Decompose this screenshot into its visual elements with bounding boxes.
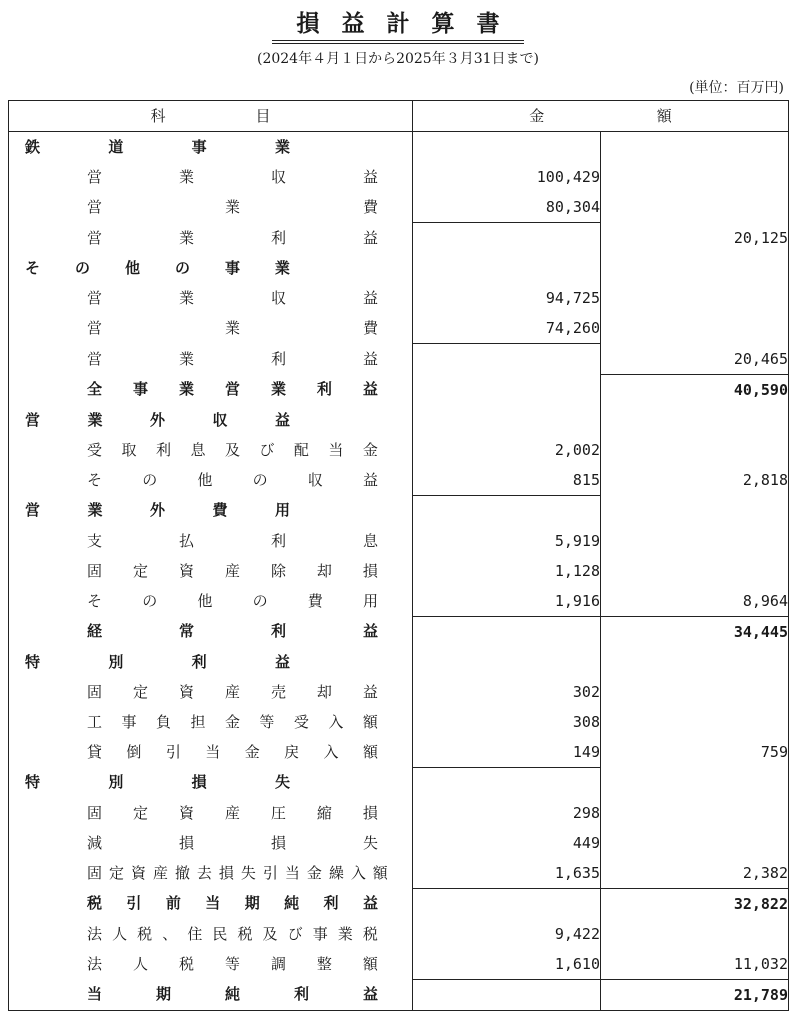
- row-amount: [413, 223, 601, 254]
- row-label: 支 払 利 息: [87, 531, 378, 550]
- unit-label: (単位：百万円): [689, 80, 784, 96]
- row-amount: 2,002: [413, 435, 601, 465]
- row-amount: [413, 405, 601, 435]
- row-amount: 80,304: [413, 192, 601, 223]
- row-label: 全 事 業 営 業 利 益: [87, 380, 378, 399]
- row-label: 受 取 利 息 及 び 配 当 金: [87, 440, 378, 459]
- row-total: 21,789: [601, 979, 789, 1010]
- row-amount: [413, 253, 601, 283]
- subject-column-header: 科 目: [9, 101, 413, 132]
- row-total: 20,465: [601, 344, 789, 375]
- row-label: 営 業 利 益: [87, 228, 378, 247]
- table-header-row: [9, 101, 789, 132]
- table-row: [9, 586, 789, 617]
- row-amount: [413, 767, 601, 798]
- table-row: [9, 737, 789, 768]
- row-label-cell: [9, 253, 413, 283]
- table-row: [9, 556, 789, 586]
- table-row: [9, 526, 789, 556]
- row-total: [601, 919, 789, 949]
- row-amount: 815: [413, 465, 601, 496]
- row-label: 法 人 税 等 調 整 額: [87, 954, 378, 973]
- row-label-cell: [9, 798, 413, 828]
- table-row: [9, 707, 789, 737]
- row-label: 貸 倒 引 当 金 戻 入 額: [87, 742, 378, 761]
- row-amount: 302: [413, 677, 601, 707]
- row-total: [601, 707, 789, 737]
- table-row: [9, 616, 789, 647]
- row-label: 税 引 前 当 期 純 利 益: [87, 894, 378, 913]
- row-amount: 1,635: [413, 858, 601, 889]
- row-total: [601, 556, 789, 586]
- row-label-cell: [9, 888, 413, 919]
- amount-header-char-2: 額: [656, 107, 672, 125]
- row-label: 減 損 損 失: [87, 833, 378, 852]
- row-label: 当 期 純 利 益: [87, 985, 378, 1004]
- row-amount: 1,610: [413, 949, 601, 980]
- table-row: [9, 405, 789, 435]
- table-row: [9, 647, 789, 677]
- row-amount: 94,725: [413, 283, 601, 313]
- row-total: 40,590: [601, 374, 789, 405]
- row-amount: [413, 647, 601, 677]
- row-total: [601, 495, 789, 526]
- fiscal-period: (2024年４月１日から2025年３月31日まで): [257, 51, 539, 67]
- row-label-cell: [9, 405, 413, 435]
- row-label-cell: [9, 435, 413, 465]
- row-total: 759: [601, 737, 789, 768]
- row-label-cell: [9, 283, 413, 313]
- row-total: [601, 192, 789, 223]
- table-row: [9, 465, 789, 496]
- row-total: 34,445: [601, 616, 789, 647]
- row-amount: [413, 616, 601, 647]
- row-label: 法 人 税 、 住 民 税 及 び 事 業 税: [87, 924, 378, 943]
- row-label-cell: [9, 313, 413, 344]
- row-label-cell: [9, 374, 413, 405]
- row-label: そ の 他 の 費 用: [87, 591, 378, 610]
- table-row: [9, 858, 789, 889]
- row-label: 営 業 利 益: [87, 349, 378, 368]
- row-amount: 449: [413, 828, 601, 858]
- row-amount: 74,260: [413, 313, 601, 344]
- row-total: [601, 526, 789, 556]
- row-amount: 1,128: [413, 556, 601, 586]
- row-label-cell: [9, 526, 413, 556]
- row-amount: 1,916: [413, 586, 601, 617]
- row-amount: [413, 344, 601, 375]
- row-label: 固 定 資 産 圧 縮 損: [87, 803, 378, 822]
- row-label-cell: [9, 192, 413, 223]
- row-label: 鉄 道 事 業: [25, 138, 290, 156]
- row-total: [601, 405, 789, 435]
- row-total: [601, 677, 789, 707]
- row-label: 特 別 利 益: [25, 652, 290, 671]
- row-total: [601, 162, 789, 192]
- row-label: 営 業 費: [87, 319, 378, 338]
- row-label: 特 別 損 失: [25, 773, 290, 792]
- row-amount: 308: [413, 707, 601, 737]
- table-row: [9, 283, 789, 313]
- row-label: 営 業 外 収 益: [25, 410, 290, 429]
- row-total: [601, 828, 789, 858]
- statement-body: [9, 132, 789, 1011]
- table-row: [9, 223, 789, 254]
- row-total: [601, 435, 789, 465]
- row-label-cell: [9, 737, 413, 768]
- row-label: 固 定 資 産 撤 去 損 失 引 当 金 繰 入 額: [87, 863, 388, 882]
- row-label: 固 定 資 産 除 却 損: [87, 561, 378, 580]
- row-total: [601, 253, 789, 283]
- table-row: [9, 253, 789, 283]
- row-total: [601, 313, 789, 344]
- row-amount: 9,422: [413, 919, 601, 949]
- row-label: そ の 他 の 収 益: [87, 470, 378, 489]
- row-label-cell: [9, 979, 413, 1010]
- row-total: [601, 767, 789, 798]
- row-amount: [413, 374, 601, 405]
- table-row: [9, 435, 789, 465]
- row-label: 営 業 費: [87, 198, 378, 217]
- row-total: 8,964: [601, 586, 789, 617]
- table-row: [9, 374, 789, 405]
- row-label-cell: [9, 919, 413, 949]
- row-amount: [413, 888, 601, 919]
- row-label-cell: [9, 616, 413, 647]
- row-label-cell: [9, 556, 413, 586]
- row-label: 経 常 利 益: [87, 622, 378, 641]
- amount-column-header: [413, 101, 789, 132]
- table-row: [9, 919, 789, 949]
- row-label-cell: [9, 344, 413, 375]
- row-amount: [413, 979, 601, 1010]
- row-label: 工 事 負 担 金 等 受 入 額: [87, 712, 378, 731]
- row-label-cell: [9, 586, 413, 617]
- row-total: 20,125: [601, 223, 789, 254]
- table-row: [9, 313, 789, 344]
- income-statement-table: [8, 100, 789, 1011]
- row-label-cell: [9, 677, 413, 707]
- table-row: [9, 949, 789, 980]
- row-label-cell: [9, 767, 413, 798]
- amount-header-char-1: 金: [529, 107, 545, 125]
- table-row: [9, 162, 789, 192]
- row-label-cell: [9, 828, 413, 858]
- row-total: 2,818: [601, 465, 789, 496]
- table-row: [9, 192, 789, 223]
- document-title: 損益計算書: [296, 10, 522, 37]
- row-total: 11,032: [601, 949, 789, 980]
- row-amount: [413, 132, 601, 163]
- table-row: [9, 132, 789, 163]
- row-total: [601, 647, 789, 677]
- table-row: [9, 979, 789, 1010]
- row-label-cell: [9, 858, 413, 889]
- table-row: [9, 495, 789, 526]
- row-total: [601, 132, 789, 163]
- title-underline: [272, 40, 524, 41]
- row-amount: 5,919: [413, 526, 601, 556]
- row-total: 32,822: [601, 888, 789, 919]
- row-amount: 298: [413, 798, 601, 828]
- row-label: そ の 他 の 事 業: [25, 259, 290, 277]
- row-total: [601, 283, 789, 313]
- title-underline-second: [272, 43, 524, 44]
- row-amount: [413, 495, 601, 526]
- row-amount: 149: [413, 737, 601, 768]
- row-label-cell: [9, 132, 413, 163]
- table-row: [9, 767, 789, 798]
- row-label-cell: [9, 647, 413, 677]
- row-total: 2,382: [601, 858, 789, 889]
- row-label: 営 業 収 益: [87, 289, 378, 307]
- row-label-cell: [9, 495, 413, 526]
- row-label: 固 定 資 産 売 却 益: [87, 682, 378, 701]
- table-row: [9, 677, 789, 707]
- row-amount: 100,429: [413, 162, 601, 192]
- row-label-cell: [9, 465, 413, 496]
- table-row: [9, 344, 789, 375]
- table-row: [9, 888, 789, 919]
- row-label-cell: [9, 949, 413, 980]
- row-label: 営 業 収 益: [87, 168, 378, 186]
- row-label-cell: [9, 707, 413, 737]
- row-label-cell: [9, 223, 413, 254]
- row-total: [601, 798, 789, 828]
- row-label-cell: [9, 162, 413, 192]
- table-row: [9, 828, 789, 858]
- table-row: [9, 798, 789, 828]
- row-label: 営 業 外 費 用: [25, 501, 290, 520]
